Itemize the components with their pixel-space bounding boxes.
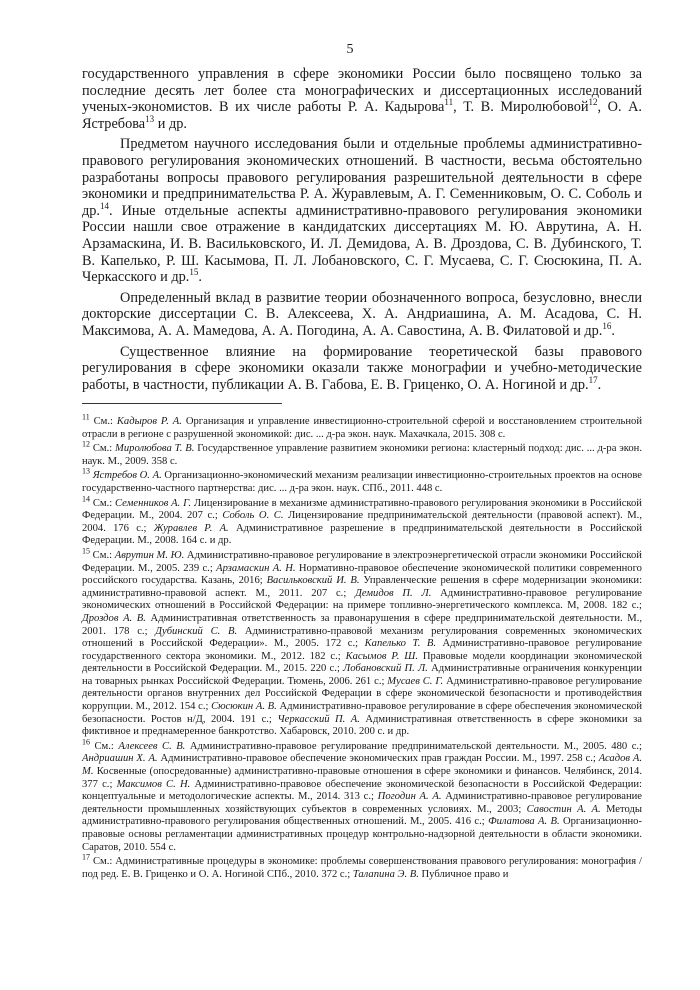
text-run: . (597, 376, 602, 393)
text-run: Государственное управление развитием экономики региона: кластерный подход: дис. ... д-ра экон. наук. М., 2009. 358 с. (82, 443, 642, 467)
text-run: Управленческие решения в сфере модернизации экономики: административно-правовой аспект. М., 2011. 207 с.; (82, 575, 643, 599)
body-paragraph (82, 344, 642, 394)
author-name: Арзамаскин А. Н. (216, 562, 296, 574)
author-name: Сюсюкин А. В. (211, 701, 277, 713)
main-text (82, 66, 642, 397)
text-run: См.: (90, 740, 119, 752)
author-name: Кадыров Р. А. (116, 416, 182, 427)
text-run: Административно-правовое обеспечение экономической безопасности в Российской Федерации: концептуальные и методологические аспекты. М., 2014. 313 с.; (82, 778, 642, 803)
body-paragraph (82, 290, 642, 340)
author-name: Талапина Э. В. (352, 868, 419, 880)
author-name: Мусаев С. Г. (387, 675, 444, 687)
text-run: См.: Административные процедуры в экономике: проблемы совершенствования правового регулирования: монография / под ред. Е. В. Гриценко и О. А. Ногиной СПб., 2010. 372 с.; (82, 856, 642, 880)
text-run: Административно-правовое регулирование предпринимательской деятельности. М., 2005. 480 с.; (185, 740, 642, 752)
text-run: , О. А. Ястребова (82, 99, 642, 132)
text-run: Административное разрешение в предпринимательской деятельности в Российской Федерации. М., 2008. 164 с. и др. (82, 522, 643, 547)
author-name: Андриашин Х. А. (82, 753, 158, 765)
text-run: государственного управления в сфере экономики России было посвящено только за последние десять лет более ста монографических и диссертационных исследований ученых-экономистов. В их числе работы Р. А. Кадырова (82, 66, 642, 116)
footnote-ref: 15 (189, 267, 199, 278)
footnote-ref: 12 (588, 97, 598, 108)
text-run: и др. (154, 115, 187, 132)
footnote (82, 466, 642, 495)
text-run: Административно-правовое регулирование государственного сектора экономики. М., 2012. 182 с.; (82, 638, 643, 662)
footnote-number: 13 (82, 466, 90, 476)
text-run: Методы административно-правового регулирования общественных отношений. М., 2005. 416 с.; (82, 803, 643, 828)
text-run: Правовые модели координации экономической деятельности в Российской Федерации. М., 2015. 220 с.; (82, 650, 642, 675)
text-run: Определенный вклад в развитие теории обозначенного вопроса, безусловно, внесли докторские диссертации С. В. Алексеева, Х. А. Андриашина, А. М. Асадова, С. Н. Максимова, А. А. Мамедова, А. А. Погодина, А. А. Савостина, А. В. Филатовой и др. (82, 289, 642, 339)
footnote-separator (82, 403, 282, 404)
footnote-number: 12 (82, 439, 90, 449)
author-name: Демидов П. Л. (355, 587, 432, 599)
author-name: Дроздов А. В. (82, 612, 146, 624)
text-run: Административно-правовое обеспечение экономических прав граждан России. М., 1997. 258 с.; (157, 753, 599, 765)
footnote (82, 494, 643, 548)
footnote-ref: 13 (145, 114, 155, 125)
body-paragraph (82, 136, 642, 285)
footnote-ref: 16 (602, 321, 612, 332)
author-name: Соболь О. С. (222, 510, 284, 522)
author-name: Миролюбова Т. В. (115, 443, 195, 455)
text-run: См.: (90, 497, 116, 509)
footnote-ref: 17 (588, 374, 598, 385)
text-run: Существенное влияние на формирование теоретической базы правового регулирования в сфере экономики оказали также монографии и учебно-методические работы, в частности, публикации А. В. Габова, Е. В. Гриценко, О. А. Ногиной и др. (82, 343, 642, 393)
text-run: Административно-правовой механизм регулирования современных экономических отношений в Российской Федерации». М., 2005. 172 с.; (82, 625, 642, 650)
text-run: Организационно-экономический механизм реализации инвестиционно-строительных проектов на основе государственно-частного партнерства: дис. ... д-ра экон. наук. СПб., 2011. 448 с. (82, 470, 642, 494)
footnote (82, 737, 643, 854)
body-paragraph (82, 66, 642, 132)
text-run: Предметом научного исследования были и отдельные проблемы административно-правового регулирования экономических отношений. В частности, весьма обстоятельно разработаны вопросы правового регулирования разрешительной деятельности в сфере экономики и предпринимательства Р. А. Журавлевым, А. Г. Семенниковым, О. С. Соболь и др. (82, 136, 642, 219)
author-name: Филатова А. В. (488, 816, 560, 828)
author-name: Васильковский И. В. (266, 575, 360, 587)
author-name: Черкасский П. А. (277, 713, 360, 725)
footnote-number: 11 (82, 412, 90, 422)
text-run: Административно-правовое регулирование в электроэнергетической отрасли экономики Российской Федерации. М., 2005. 239 с.; (82, 549, 642, 574)
footnote-ref: 14 (100, 200, 109, 211)
text-run: См.: (90, 549, 115, 561)
footnote-number: 14 (82, 494, 90, 504)
text-run: Административно-правовое регулирование экономических отношений в Российской Федерации: на примере топливно-энергетического комплекса. М, 2008. 182 с.; (82, 587, 642, 612)
footnote (82, 439, 642, 468)
footnote (82, 412, 642, 441)
author-name: Максимов С. Н. (116, 778, 191, 790)
author-name: Ястребов О. А. (92, 470, 162, 482)
text-run: Организация и управление инвестиционно-строительной сферой и восстановлением строительной отрасли в регионе с разрушенной экономикой: дис. ... д-ра экон. наук. Махачкала, 2015. 308 с. (82, 416, 642, 440)
page-number: 5 (346, 42, 354, 57)
author-name: Аврутин М. Ю. (114, 549, 185, 561)
author-name: Асадов А. М. (82, 753, 642, 778)
footnote (82, 852, 642, 881)
text-run: Административно-правовое регулирование в сфере обеспечения экономической безопасности. Ростов н/Д, 2004. 191 с.; (82, 701, 642, 725)
text-run: Административная ответственность в сфере экономики за фиктивное и преднамеренное банкротство. Хабаровск, 2010. 200 с. и др. (82, 713, 642, 738)
text-run: , Т. В. Миролюбовой (453, 99, 589, 116)
text-run: . (611, 322, 615, 339)
author-name: Капелько Т. В. (364, 638, 436, 650)
author-name: Алексеев С. В. (118, 740, 186, 752)
text-run: Лицензирование предпринимательской деятельности (правовой аспект). М., 2004. 176 с.; (82, 510, 642, 534)
author-name: Погодин А. А. (377, 791, 442, 803)
author-name: Дубинский С. В. (155, 625, 238, 637)
text-run: . (198, 269, 202, 286)
text-run: Лицензирование в механизме административно-правового регулирования экономики в Российской Федерации. М., 2004. 207 с.; (82, 497, 642, 522)
footnote (82, 546, 643, 739)
footnote-ref: 11 (444, 97, 454, 108)
text-run: См.: (89, 416, 117, 427)
author-name: Касымов Р. Ш. (345, 650, 419, 662)
author-name: Журавлев Р. А. (153, 522, 229, 534)
text-run: См.: (90, 443, 116, 455)
text-run: . Иные отдельные аспекты административно-правового регулирования экономики России нашли свое отражение в кандидатских диссертациях М. Ю. Аврутина, А. Н. Арзамаскина, И. В. Васильковского, И. Л. Демидова, А. В. Дроздова, С. В. Дубинского, Т. В. Капелько, Р. Ш. Касымова, П. Л. Лобановского, С. Г. Мусаева, С. Г. Сюсюкина, П. А. Черкасского и др. (82, 202, 642, 286)
footnote-number: 17 (82, 852, 90, 862)
text-run: Нормативно-правовое обеспечение экономической политики современного российского государства. Казань, 2016; (82, 562, 642, 587)
footnotes-section (82, 412, 643, 883)
text-run: Косвенные (опосредованные) административно-правовые отношения в сфере экономики и финансов. Челябинск, 2014. 377 с.; (82, 766, 642, 790)
author-name: Семенников А. Г. (115, 497, 192, 509)
footnote-number: 15 (82, 546, 90, 556)
author-name: Савостин А. А. (526, 803, 601, 815)
author-name: Лобановский П. Л. (343, 663, 428, 675)
text-run: Административно-правовое регулирование деятельности органов внутренних дел Российской Федерации в сфере экономической безопасности и противодействия коррупции. М., 2012. 154 с.; (82, 675, 642, 713)
text-run: Административная ответственность за правонарушения в сфере предпринимательской деятельности. М., 2001. 178 с.; (82, 612, 643, 637)
text-run: Публичное право и (418, 868, 509, 880)
text-run: Организационно-правовые основы регламентации административных процедур контрольно-надзорной деятельности в области экономики. Саратов, 2010. 554 с. (82, 816, 643, 853)
footnote-number: 16 (82, 737, 90, 747)
text-run: Административно-правовое регулирование деятельности промышленных хозяйствующих субъектов в современных условиях. М., 2003; (82, 791, 643, 815)
text-run: Административные ограничения конкуренции на товарных рынках Российской Федерации. Тюмень, 2006. 261 с.; (82, 663, 642, 687)
